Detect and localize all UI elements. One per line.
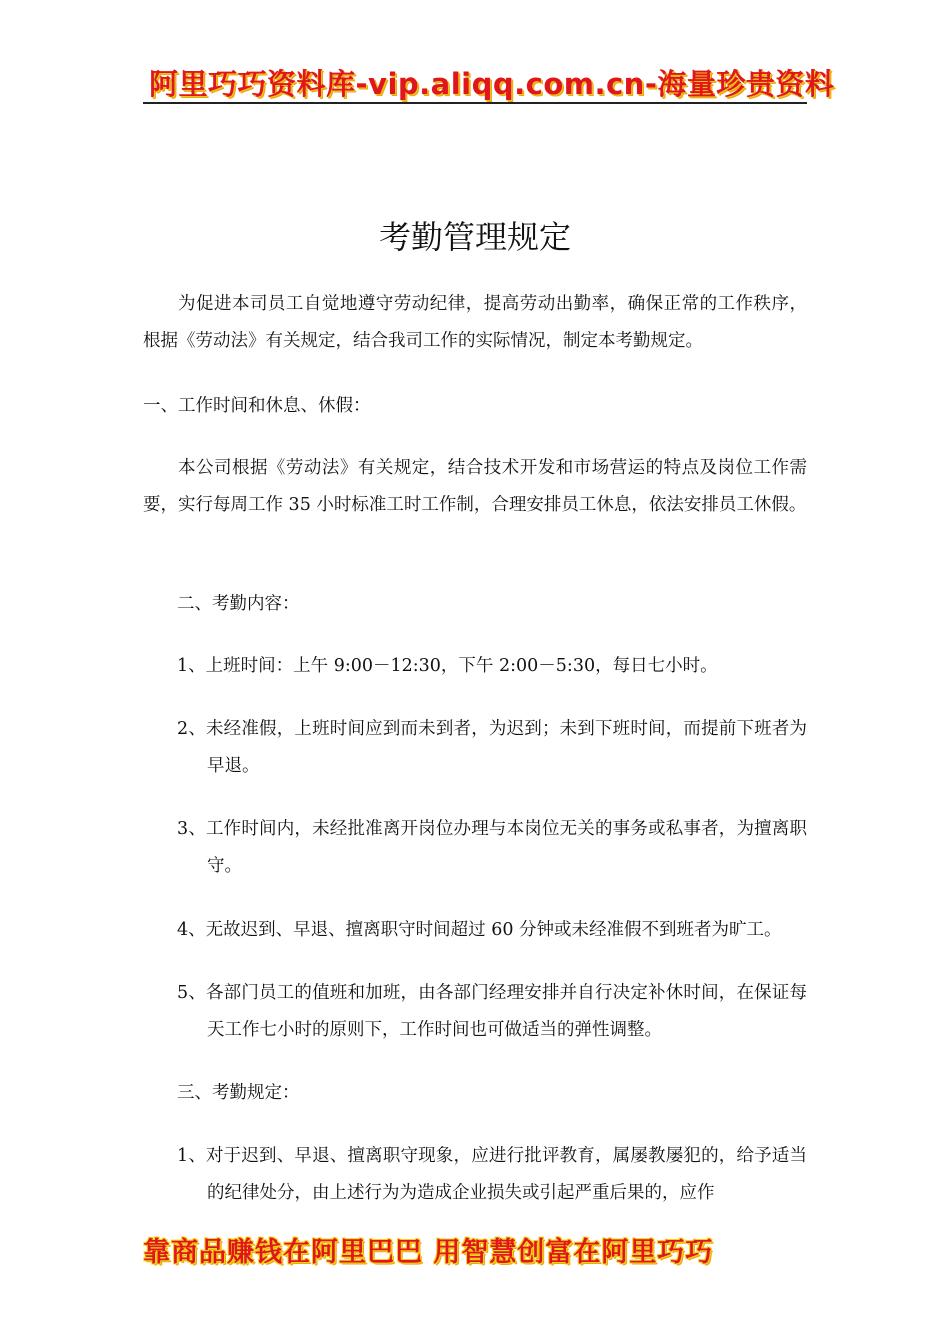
section-1-body: 本公司根据《劳动法》有关规定，结合技术开发和市场营运的特点及岗位工作需要，实行每周工作 35 小时标准工时工作制，合理安排员工休息，依法安排员工休假。 [143,458,807,515]
top-banner [143,60,835,104]
section-3-heading: 三、考勤规定： [177,1083,300,1103]
section-2-item-5: 5、各部门员工的值班和加班，由各部门经理安排并自行决定补休时间，在保证每天工作七小时的原则下，工作时间也可做适当的弹性调整。 [177,983,807,1040]
section-2-item-3: 3、工作时间内，未经批准离开岗位办理与本岗位无关的事务或私事者，为擅离职守。 [177,819,807,876]
bottom-banner-text: 靠商品赚钱在阿里巴巴 用智慧创富在阿里巧巧 [143,1237,714,1268]
section-3-item-1: 1、对于迟到、早退、擅离职守现象，应进行批评教育，属屡教屡犯的，给予适当的纪律处分，由上述行为为造成企业损失或引起严重后果的，应作 [177,1146,807,1203]
bottom-banner [143,1230,807,1270]
section-2-item-1: 1、上班时间：上午 9:00－12:30，下午 2:00－5:30，每日七小时。 [177,656,718,676]
section-2-heading: 二、考勤内容： [177,594,300,614]
section-1-heading: 一、工作时间和休息、休假： [143,396,371,416]
section-2-item-4: 4、无故迟到、早退、擅离职守时间超过 60 分钟或未经准假不到班者为旷工。 [177,920,782,940]
section-2-item-2: 2、未经准假，上班时间应到而未到者，为迟到；未到下班时间，而提前下班者为早退。 [177,719,807,776]
intro-paragraph: 为促进本司员工自觉地遵守劳动纪律，提高劳动出勤率，确保正常的工作秩序，根据《劳动法》有关规定，结合我司工作的实际情况，制定本考勤规定。 [143,294,807,351]
top-banner-text: 阿里巧巧资料库-vip.aliqq.com.cn-海量珍贵资料 [149,67,835,101]
document-title: 考勤管理规定 [378,218,571,256]
